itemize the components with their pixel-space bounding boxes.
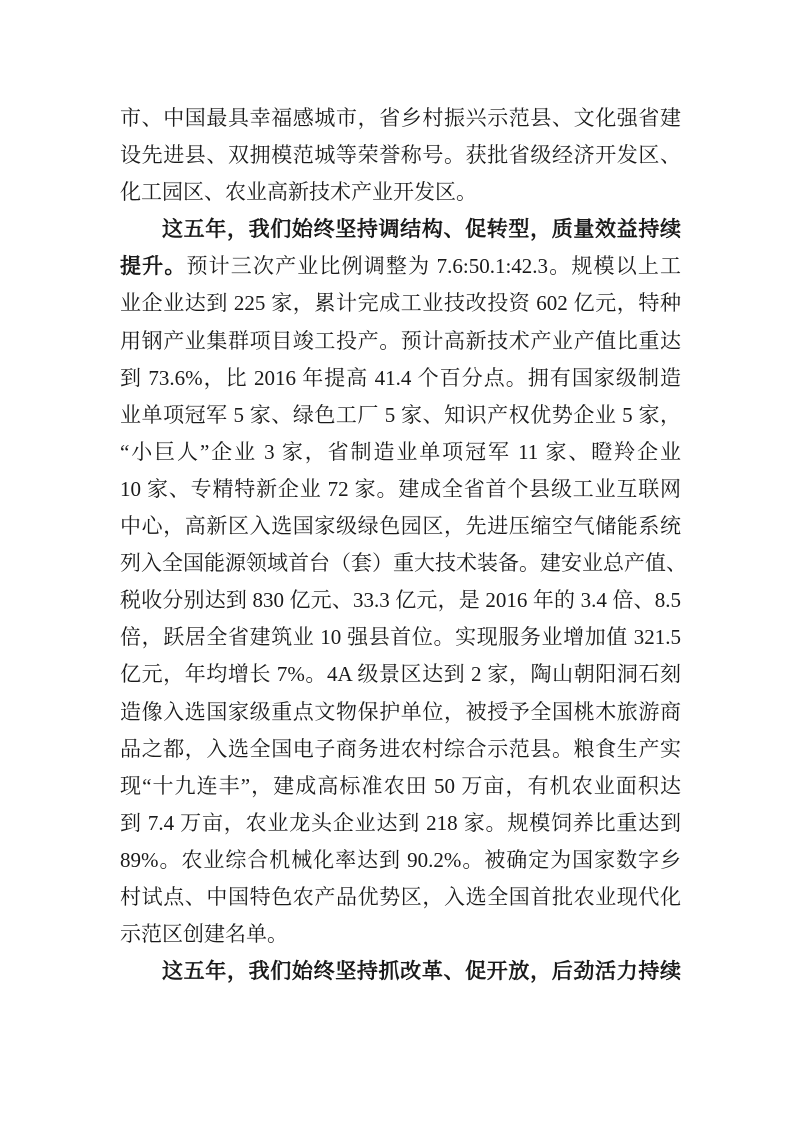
text-line: [120, 137, 681, 174]
text-line: [120, 731, 681, 768]
text-line: [120, 211, 681, 248]
text-line: [120, 397, 681, 434]
body-text: 品之都，入选全国电子商务进农村综合示范县。粮食生产实: [120, 736, 681, 761]
text-line: [120, 842, 681, 879]
body-text: 列入全国能源领域首台（套）重大技术装备。建安业总产值、: [120, 551, 687, 576]
text-line: [120, 953, 681, 990]
body-text: 业企业达到 225 家，累计完成工业技改投资 602 亿元，特种: [120, 291, 681, 316]
body-text: 市、中国最具幸福感城市，省乡村振兴示范县、文化强省建: [120, 106, 681, 130]
body-text: 化工园区、农业高新技术产业开发区。: [120, 180, 477, 205]
body-text: 现“十九连丰”，建成高标准农田 50 万亩，有机农业面积达: [120, 773, 681, 798]
text-line: [120, 248, 681, 285]
body-text: 示范区创建名单。: [120, 922, 288, 947]
text-line: [120, 285, 681, 322]
text-line: [120, 323, 681, 360]
body-text: “小巨人”企业 3 家，省制造业单项冠军 11 家、瞪羚企业: [120, 439, 681, 464]
body-text: 亿元，年均增长 7%。4A 级景区达到 2 家，陶山朝阳洞石刻: [120, 662, 681, 687]
bold-heading-text: 提升。: [120, 254, 187, 279]
body-text: 造像入选国家级重点文物保护单位，被授予全国桃木旅游商: [120, 699, 681, 724]
body-text: 中心，高新区入选国家级绿色园区，先进压缩空气储能系统: [120, 514, 681, 539]
bold-heading-text: 这五年，我们始终坚持抓改革、促开放，后劲活力持续: [162, 959, 681, 984]
body-text: 设先进县、双拥模范城等荣誉称号。获批省级经济开发区、: [120, 143, 681, 168]
text-line: [120, 916, 681, 953]
text-line: [120, 360, 681, 397]
text-line: [120, 805, 681, 842]
text-line: [120, 471, 681, 508]
body-text: 到 7.4 万亩，农业龙头企业达到 218 家。规模饲养比重达到: [120, 810, 681, 835]
body-text: 到 73.6%，比 2016 年提高 41.4 个百分点。拥有国家级制造: [120, 365, 681, 390]
body-text: 倍，跃居全省建筑业 10 强县首位。实现服务业增加值 321.5: [120, 625, 681, 650]
body-text: 税收分别达到 830 亿元、33.3 亿元，是 2016 年的 3.4 倍、8.5: [120, 588, 681, 613]
text-line: [120, 879, 681, 916]
body-text: 村试点、中国特色农产品优势区，入选全国首批农业现代化: [120, 884, 681, 909]
body-text: 89%。农业综合机械化率达到 90.2%。被确定为国家数字乡: [120, 847, 681, 872]
body-text: 预计三次产业比例调整为 7.6:50.1:42.3。规模以上工: [186, 254, 682, 279]
text-line: [120, 100, 681, 137]
body-text: 业单项冠军 5 家、绿色工厂 5 家、知识产权优势企业 5 家，: [120, 402, 681, 427]
text-line: [120, 694, 681, 731]
text-line: [120, 545, 687, 582]
document-body: [120, 100, 687, 990]
body-text: 10 家、专精特新企业 72 家。建成全省首个县级工业互联网: [120, 476, 681, 501]
bold-heading-text: 这五年，我们始终坚持调结构、促转型，质量效益持续: [162, 217, 681, 242]
text-line: [120, 434, 681, 471]
body-text: 用钢产业集群项目竣工投产。预计高新技术产业产值比重达: [120, 328, 681, 353]
text-line: [120, 174, 681, 211]
text-line: [120, 656, 681, 693]
text-line: [120, 508, 681, 545]
text-line: [120, 582, 681, 619]
text-line: [120, 619, 681, 656]
text-line: [120, 768, 681, 805]
